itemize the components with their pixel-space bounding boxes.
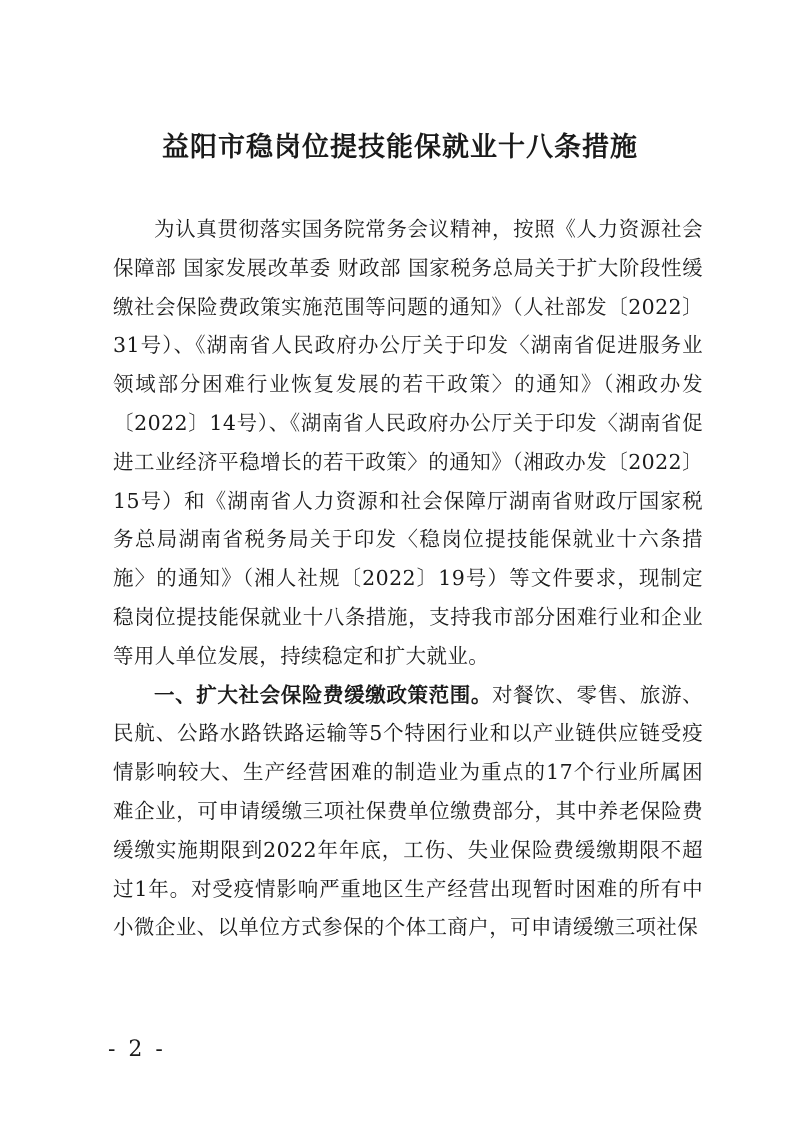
page-number: - 2 - bbox=[108, 1037, 166, 1062]
intro-paragraph bbox=[113, 210, 703, 676]
document-body bbox=[113, 210, 703, 947]
paragraph-text: 对餐饮、零售、旅游、民航、公路水路铁路运输等5个特困行业和以产业链供应链受疫情影响较大、生产经营困难的制造业为重点的17个行业所属困难企业，可申请缓缴三项社保费单位缴费部分，其中养老保险费缓缴实施期限到2022年年底，工伤、失业保险费缓缴期限不超过1年。对受疫情影响严重地区生产经营出现暂时困难的所有中小微企业、以单位方式参保的个体工商户，可申请缓缴三项社保 bbox=[113, 682, 703, 940]
measure-1-paragraph bbox=[113, 676, 703, 948]
paragraph-lead: 一、扩大社会保险费缓缴政策范围。 bbox=[154, 682, 492, 707]
document-title: 益阳市稳岗位提技能保就业十八条措施 bbox=[162, 132, 638, 163]
paragraph-text: 为认真贯彻落实国务院常务会议精神，按照《人力资源社会保障部 国家发展改革委 财政部 国家税务总局关于扩大阶段性缓缴社会保险费政策实施范围等问题的通知》（人社部发〔2022〕31号）、《湖南省人民政府办公厅关于印发〈湖南省促进服务业领域部分困难行业恢复发展的若干政策〉的通知》（湘政办发〔2022〕14号）、《湖南省人民政府办公厅关于印发〈湖南省促进工业经济平稳增长的若干政策〉的通知》（湘政办发〔2022〕15号）和《湖南省人力资源和社会保障厅湖南省财政厅国家税务总局湖南省税务局关于印发〈稳岗位提技能保就业十六条措施〉的通知》（湘人社规〔2022〕19号）等文件要求，现制定稳岗位提技能保就业十八条措施，支持我市部分困难行业和企业等用人单位发展，持续稳定和扩大就业。 bbox=[113, 217, 703, 668]
